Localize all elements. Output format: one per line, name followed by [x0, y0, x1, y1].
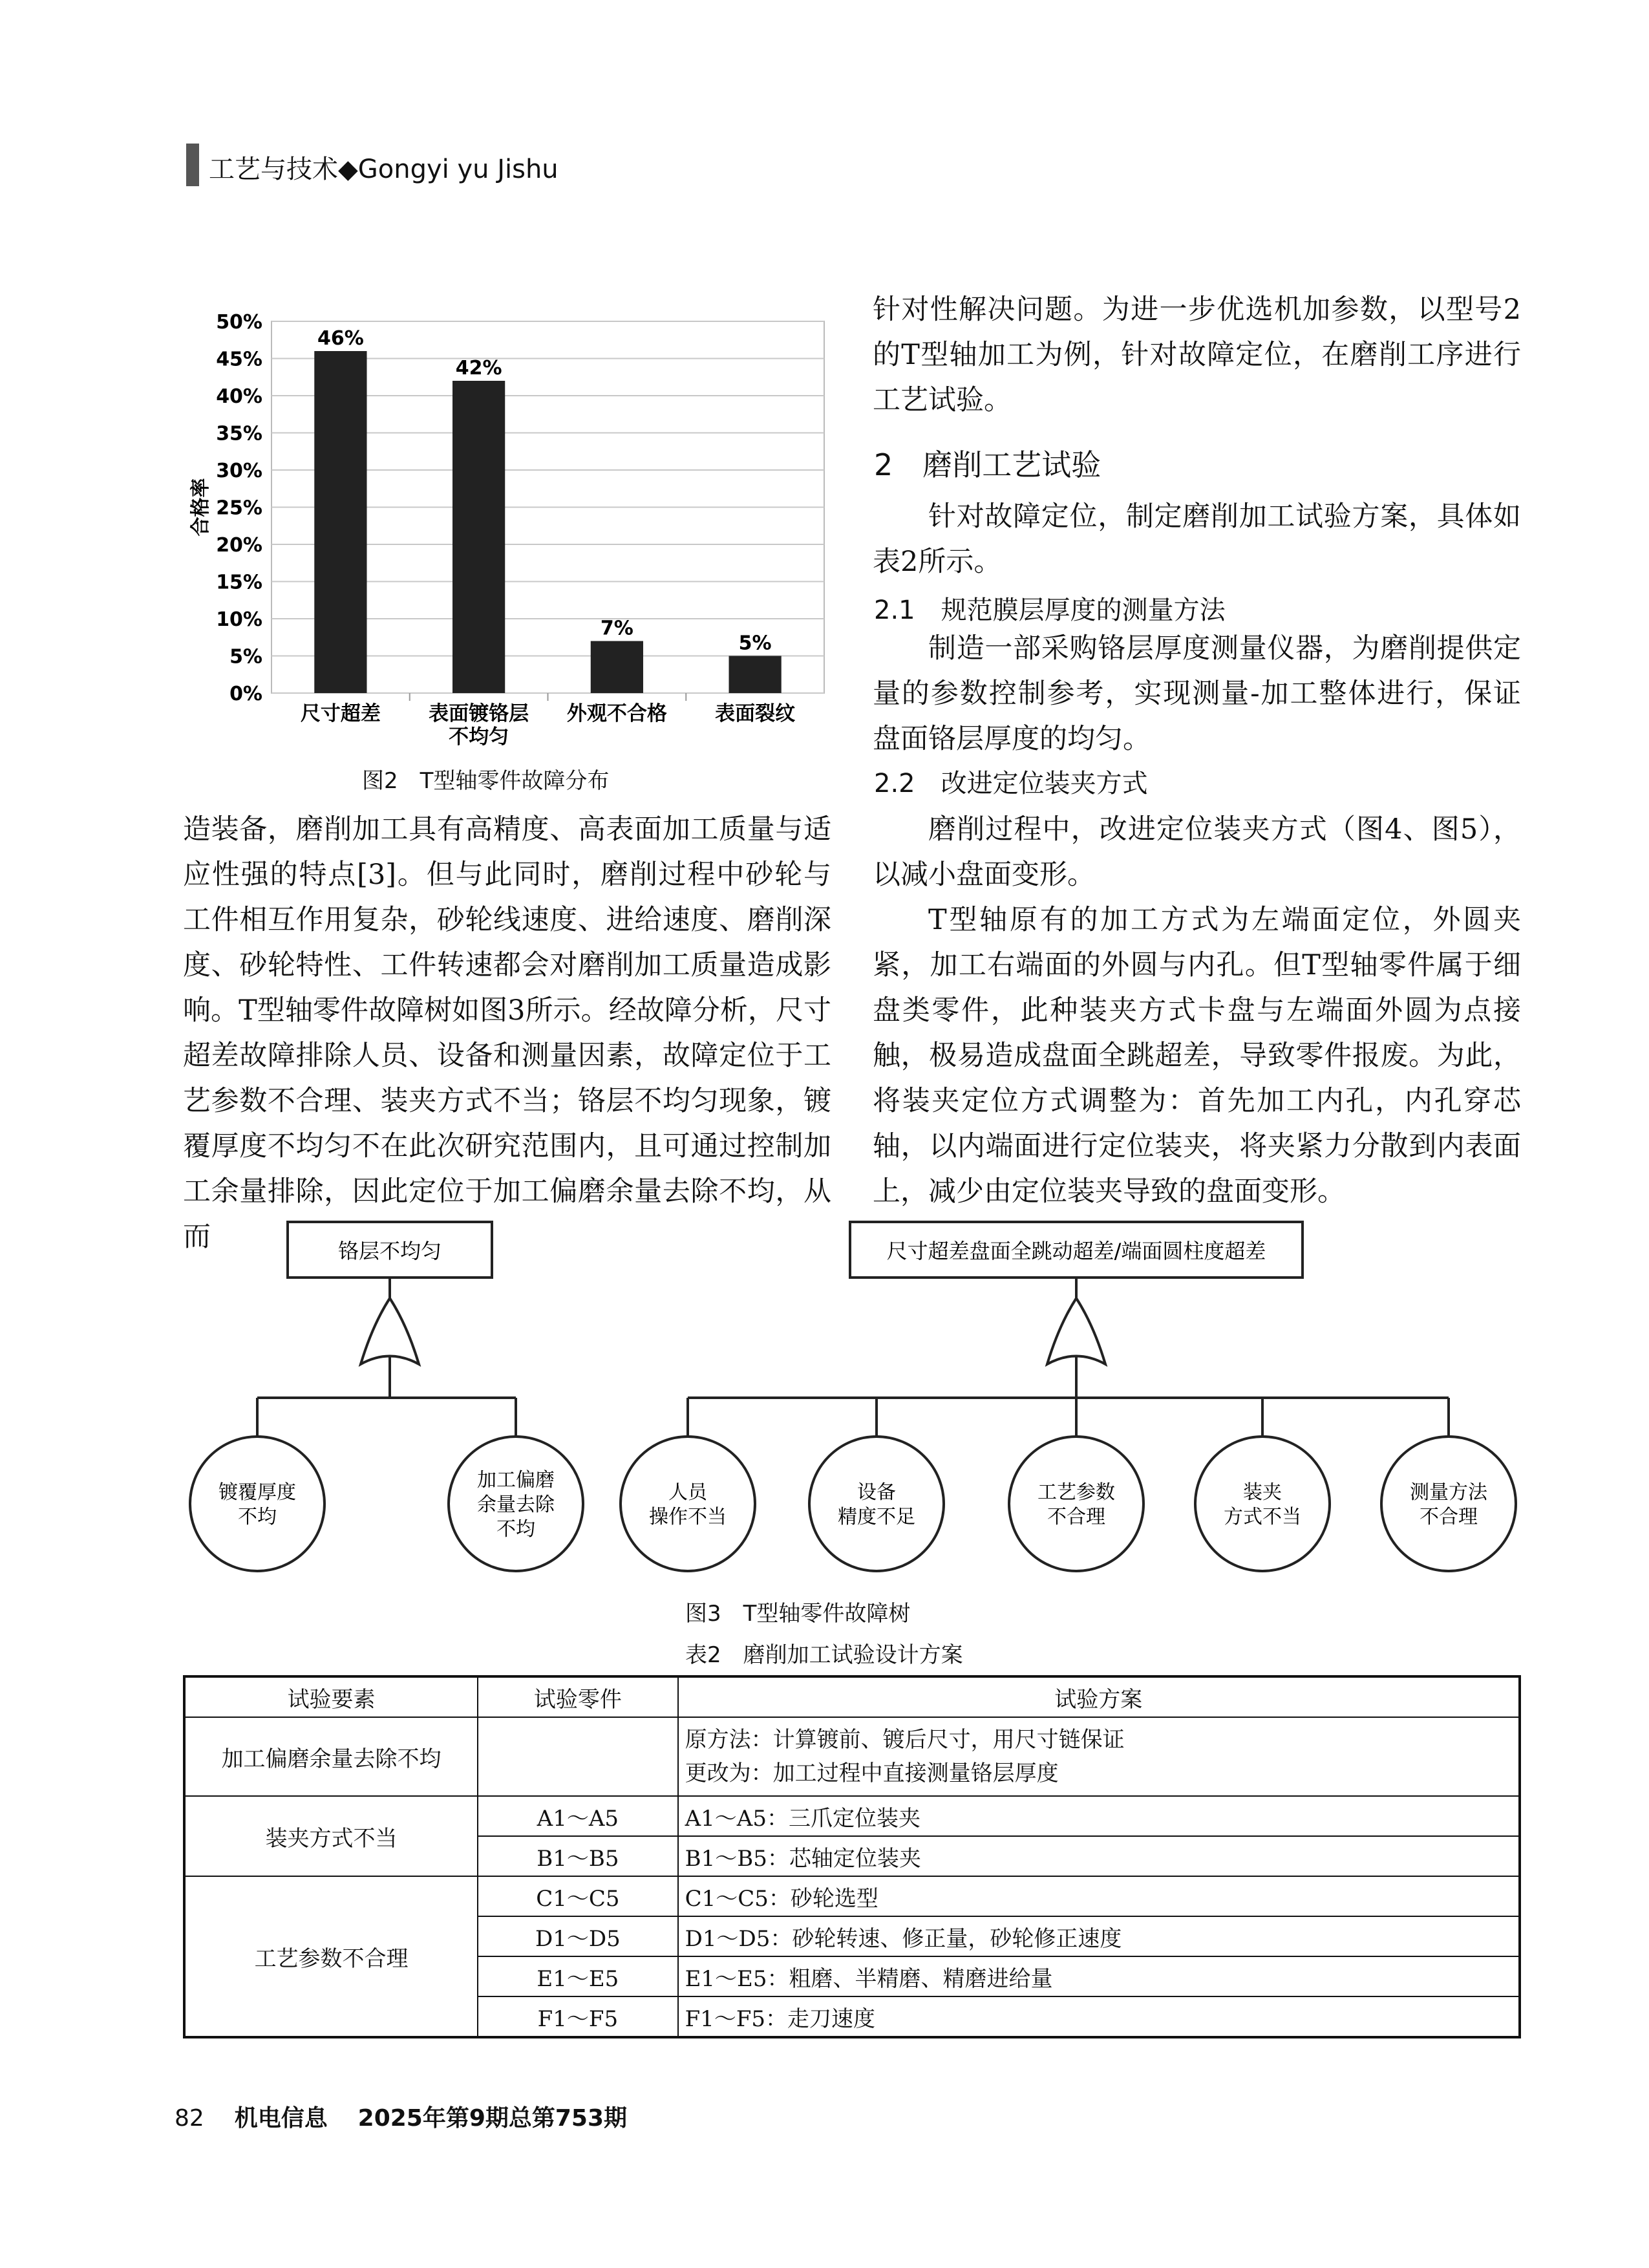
- plan-cell: E1～E5：粗磨、半精磨、精磨进给量: [678, 1956, 1520, 1996]
- journal-name: 机电信息: [234, 2105, 328, 2132]
- y-tick-label: 35%: [216, 422, 262, 445]
- or-gate-right: [1047, 1298, 1105, 1364]
- x-tick-label: 不均匀: [449, 725, 509, 747]
- cause-circle-equipment: [809, 1437, 944, 1571]
- section-2-1-heading: 2.1 规范膜层厚度的测量方法: [874, 595, 1226, 625]
- cause-label: 人员: [668, 1481, 707, 1504]
- cause-label: 方式不当: [1224, 1506, 1301, 1528]
- cause-label: 镀覆厚度: [218, 1481, 296, 1504]
- or-gate-left: [361, 1298, 419, 1364]
- right-para-3: 制造一部采购铬层厚度测量仪器，为磨削提供定量的参数控制参考，实现测量-加工整体进行，保证盘面铬层厚度的均匀。: [873, 632, 1521, 755]
- left-column-paragraph: 造装备，磨削加工具有高精度、高表面加工质量与适应性强的特点[3]。但与此同时，磨削过程中砂轮与工件相互作用复杂，砂轮线速度、进给速度、磨削深度、砂轮特性、工件转速都会对磨削加工质量造成影响。T型轴零件故障树如图3所示。经故障分析，尺寸超差故障排除人员、设备和测量因素，故障定位于工艺参数不合理、装夹方式不当；铬层不均匀现象，镀覆厚度不均匀不在此次研究范围内，且可通过控制加工余量排除，因此定位于加工偏磨余量去除不均，从而: [183, 813, 831, 1253]
- section-2-heading: 2 磨削工艺试验: [874, 447, 1101, 482]
- cause-circle-measurement: [1381, 1437, 1516, 1571]
- cause-label: 操作不当: [649, 1506, 727, 1528]
- part-cell: C1～C5: [478, 1876, 677, 1916]
- running-header: 工艺与技术◆Gongyi yu Jishu: [209, 155, 559, 184]
- y-tick-label: 50%: [216, 311, 262, 334]
- plan-cell: F1～F5：走刀速度: [678, 1996, 1520, 2037]
- cause-label: 不均: [496, 1518, 535, 1541]
- y-tick-label: 10%: [216, 608, 262, 631]
- data-label: 7%: [600, 617, 633, 640]
- data-label: 5%: [738, 632, 772, 655]
- bar: [314, 351, 367, 693]
- right-para-1: 针对性解决问题。为进一步优选机加参数，以型号2的T型轴加工为例，针对故障定位，在磨削工序进行工艺试验。: [873, 294, 1521, 416]
- plan-cell: B1～B5：芯轴定位装夹: [678, 1836, 1520, 1876]
- y-axis-label: 合格率: [189, 478, 212, 537]
- top-event-left-label: 铬层不均匀: [337, 1239, 442, 1263]
- cause-label: 工艺参数: [1037, 1481, 1115, 1504]
- cause-label: 测量方法: [1410, 1481, 1487, 1504]
- plan-line: 原方法：计算镀前、镀后尺寸，用尺寸链保证: [685, 1727, 1125, 1753]
- part-cell: E1～E5: [478, 1956, 677, 1996]
- cause-label: 不均: [238, 1506, 277, 1528]
- bar: [591, 641, 643, 694]
- factor-cell: 加工偏磨余量去除不均: [184, 1717, 478, 1796]
- cause-label: 不合理: [1047, 1506, 1105, 1528]
- y-tick-label: 20%: [216, 534, 262, 557]
- cause-label: 不合理: [1420, 1506, 1478, 1528]
- table-header-row: [184, 1676, 1520, 1717]
- section-2-2-heading: 2.2 改进定位装夹方式: [874, 769, 1148, 798]
- table-row: [184, 1876, 1520, 1916]
- x-tick-label: 表面裂纹: [715, 702, 796, 725]
- table-2-caption: 表2 磨削加工试验设计方案: [685, 1642, 963, 1668]
- table-row: [184, 1717, 1520, 1796]
- fault-distribution-chart: [187, 294, 840, 747]
- cause-circle-coating-thickness: [190, 1437, 324, 1571]
- bar: [452, 381, 505, 693]
- x-tick-label: 外观不合格: [566, 702, 667, 725]
- table-header: 试验要素: [184, 1676, 478, 1717]
- data-label: 42%: [455, 357, 502, 380]
- figure-3-caption: 图3 T型轴零件故障树: [685, 1601, 911, 1627]
- part-cell: F1～F5: [478, 1996, 677, 2037]
- cause-label: 设备: [857, 1481, 896, 1504]
- part-cell: A1～A5: [478, 1796, 677, 1836]
- y-tick-label: 5%: [229, 645, 262, 669]
- right-para-5: T型轴原有的加工方式为左端面定位，外圆夹紧，加工右端面的外圆与内孔。但T型轴零件属于细盘类零件，此种装夹方式卡盘与左端面外圆为点接触，极易造成盘面全跳超差，导致零件报废。为此，将装夹定位方式调整为：首先加工内孔，内孔穿芯轴，以内端面进行定位装夹，将夹紧力分散到内表面上，减少由定位装夹导致的盘面变形。: [873, 904, 1521, 1208]
- y-tick-label: 25%: [216, 497, 262, 520]
- table-header: 试验方案: [678, 1676, 1520, 1717]
- y-tick-label: 30%: [216, 460, 262, 482]
- plan-cell: D1～D5：砂轮转速、修正量，砂轮修正速度: [678, 1916, 1520, 1956]
- part-cell: [478, 1717, 677, 1796]
- cause-label: 精度不足: [838, 1506, 915, 1528]
- factor-cell: 装夹方式不当: [184, 1796, 478, 1876]
- cause-label: 余量去除: [477, 1493, 555, 1516]
- header-bar-mark: [186, 144, 199, 186]
- page-footer: [175, 2100, 627, 2133]
- cause-label: 加工偏磨: [477, 1469, 555, 1492]
- table-header: 试验零件: [478, 1676, 677, 1717]
- y-tick-label: 40%: [216, 385, 262, 408]
- y-tick-label: 45%: [216, 348, 262, 371]
- plan-cell: C1～C5：砂轮选型: [678, 1876, 1520, 1916]
- figure-2-caption: 图2 T型轴零件故障分布: [362, 768, 610, 794]
- cause-circle-personnel: [621, 1437, 755, 1571]
- x-tick-label: 表面镀铬层: [429, 702, 529, 725]
- top-event-right-label: 尺寸超差盘面全跳动超差/端面圆柱度超差: [886, 1239, 1266, 1263]
- issue-info: 2025年第9期总第753期: [357, 2105, 628, 2132]
- part-cell: B1～B5: [478, 1836, 677, 1876]
- plan-cell: A1～A5：三爪定位装夹: [678, 1796, 1520, 1836]
- test-design-table: [183, 1675, 1521, 2038]
- plan-line: 更改为：加工过程中直接测量铬层厚度: [685, 1760, 1059, 1786]
- factor-cell: 工艺参数不合理: [184, 1876, 478, 2037]
- page-number: 82: [175, 2105, 204, 2132]
- y-tick-label: 0%: [229, 683, 262, 705]
- part-cell: D1～D5: [478, 1916, 677, 1956]
- right-para-4: 磨削过程中，改进定位装夹方式（图4、图5），以减小盘面变形。: [873, 813, 1521, 891]
- y-tick-label: 15%: [216, 571, 262, 594]
- cause-circle-process-params: [1009, 1437, 1144, 1571]
- bar: [729, 656, 782, 694]
- x-tick-label: 尺寸超差: [300, 702, 381, 725]
- right-para-2: 针对故障定位，制定磨削加工试验方案，具体如表2所示。: [873, 500, 1521, 578]
- cause-circle-clamping: [1195, 1437, 1330, 1571]
- fault-tree-diagram: [181, 1215, 1526, 1578]
- cause-label: 装夹: [1243, 1481, 1282, 1504]
- data-label: 46%: [317, 327, 364, 350]
- table-row: [184, 1796, 1520, 1836]
- plan-cell: [678, 1717, 1520, 1796]
